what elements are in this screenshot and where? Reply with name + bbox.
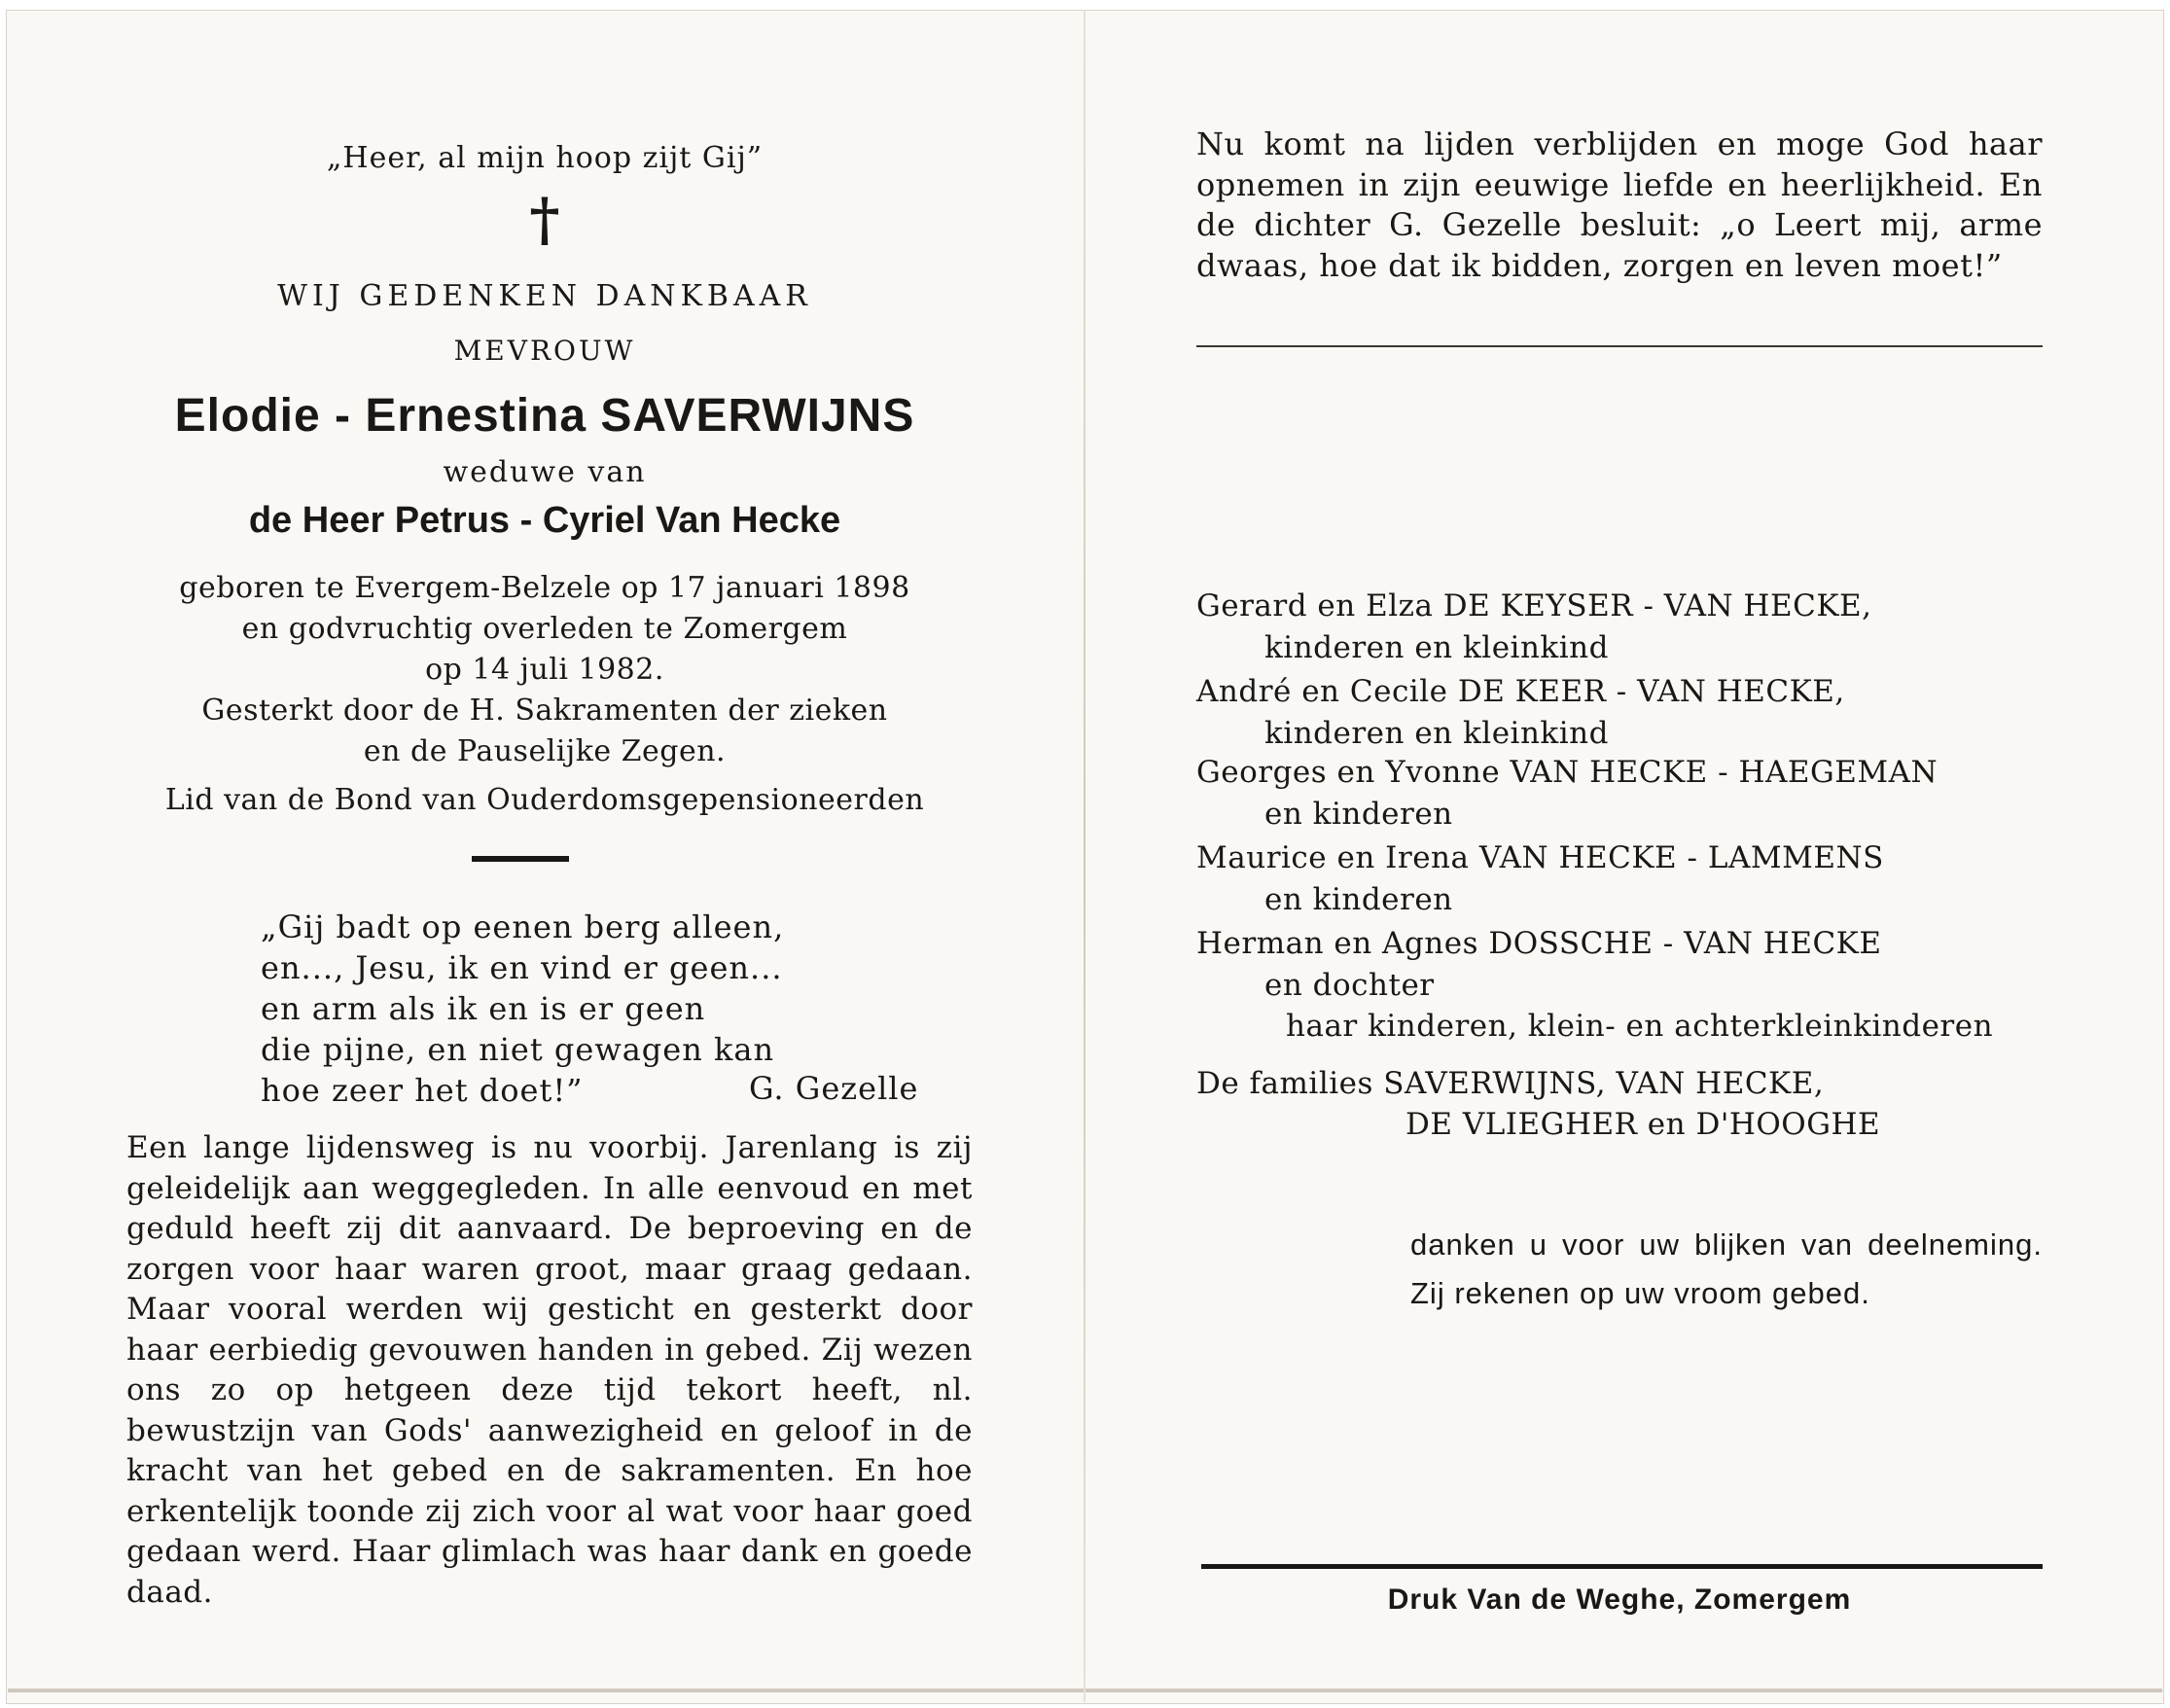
family-subline: en kinderen xyxy=(1264,882,1453,917)
divider-top xyxy=(1196,345,2043,347)
deceased-name: Elodie - Ernestina SAVERWIJNS xyxy=(174,390,915,442)
printer-credit: Druk Van de Weghe, Zomergem xyxy=(1387,1583,1852,1616)
left-page xyxy=(117,0,973,1692)
epigraph: „Heer, al mijn hoop zijt Gij” xyxy=(326,141,764,175)
bio-line: geboren te Evergem-Belzele op 17 januari 1898 xyxy=(179,571,910,605)
divider xyxy=(472,856,569,862)
bio-line: en godvruchtig overleden te Zomergem xyxy=(241,612,848,646)
widow-of: weduwe van xyxy=(443,455,647,489)
salutation: MEVROUW xyxy=(453,335,636,367)
family-line: André en Cecile DE KEER - VAN HECKE, xyxy=(1196,674,1845,709)
family-line: Georges en Yvonne VAN HECKE - HAEGEMAN xyxy=(1196,755,1939,790)
poem xyxy=(261,907,784,1111)
right-page xyxy=(1196,0,2043,1692)
family-subline: kinderen en kleinkind xyxy=(1264,630,1609,665)
family-subline: kinderen en kleinkind xyxy=(1264,716,1609,751)
family-subline: en kinderen xyxy=(1264,797,1453,832)
descendants: haar kinderen, klein- en achterkleinkinderen xyxy=(1286,1009,1994,1044)
poem-line: die pijne, en niet gewagen kan xyxy=(261,1031,775,1068)
family-line: Maurice en Irena VAN HECKE - LAMMENS xyxy=(1196,840,1884,875)
bio-line: op 14 juli 1982. xyxy=(425,653,664,687)
closing-quote: Nu komt na lijden verblijden en moge God haar opnemen in zijn eeuwige liefde en heerlijkheid. En de dichter G. Gezelle besluit: „o Leert mij, arme dwaas, hoe dat ik bidden, zorgen en leven moet!” xyxy=(1196,125,2043,284)
poem-line: en..., Jesu, ik en vind er geen... xyxy=(261,949,783,986)
poem-line: hoe zeer het doet!” xyxy=(261,1072,584,1109)
family-line: Herman en Agnes DOSSCHE - VAN HECKE xyxy=(1196,926,1882,961)
poem-author: G. Gezelle xyxy=(749,1070,919,1107)
family-line: Gerard en Elza DE KEYSER - VAN HECKE, xyxy=(1196,588,1872,623)
card-fold xyxy=(1084,10,1085,1702)
thanks-text: danken u voor uw blijken van deelneming. Zij rekenen op uw vroom gebed. xyxy=(1410,1228,2043,1310)
families-line: De families SAVERWIJNS, VAN HECKE, xyxy=(1196,1066,1825,1101)
biography xyxy=(117,568,973,821)
cross-icon: † xyxy=(529,186,560,254)
poem-line: „Gij badt op eenen berg alleen, xyxy=(261,908,785,945)
poem-line: en arm als ik en is er geen xyxy=(261,990,706,1027)
bio-line: en de Pauselijke Zegen. xyxy=(363,734,727,768)
husband-name: de Heer Petrus - Cyriel Van Hecke xyxy=(248,500,841,541)
divider-bottom xyxy=(1201,1564,2043,1569)
heading: WIJ GEDENKEN DANKBAAR xyxy=(277,279,812,313)
bio-line: Gesterkt door de H. Sakramenten der zieken xyxy=(201,694,888,728)
bio-line: Lid van de Bond van Ouderdomsgepensioneerden xyxy=(164,783,925,817)
families-line-2: DE VLIEGHER en D'HOOGHE xyxy=(1405,1107,1881,1142)
family-subline: en dochter xyxy=(1264,968,1435,1003)
tribute-text: Een lange lijdensweg is nu voorbij. Jarenlang is zij geleidelijk aan weggegleden. In alle eenvoud en met geduld heeft zij dit aanvaard. De beproeving en de zorgen voor haar waren groot, maar graag gedaan. Maar vooral werden wij gesticht en gesterkt door haar eerbiedig gevouwen handen in gebed. Zij wezen ons zo op hetgeen deze tijd tekort heeft, nl. bewustzijn van Gods' aanwezigheid en geloof in de kracht van het gebed en de sakramenten. En hoe erkentelijk toonde zij zich voor al wat voor haar goed gedaan werd. Haar glimlach was haar dank en goede daad. xyxy=(126,1130,973,1610)
